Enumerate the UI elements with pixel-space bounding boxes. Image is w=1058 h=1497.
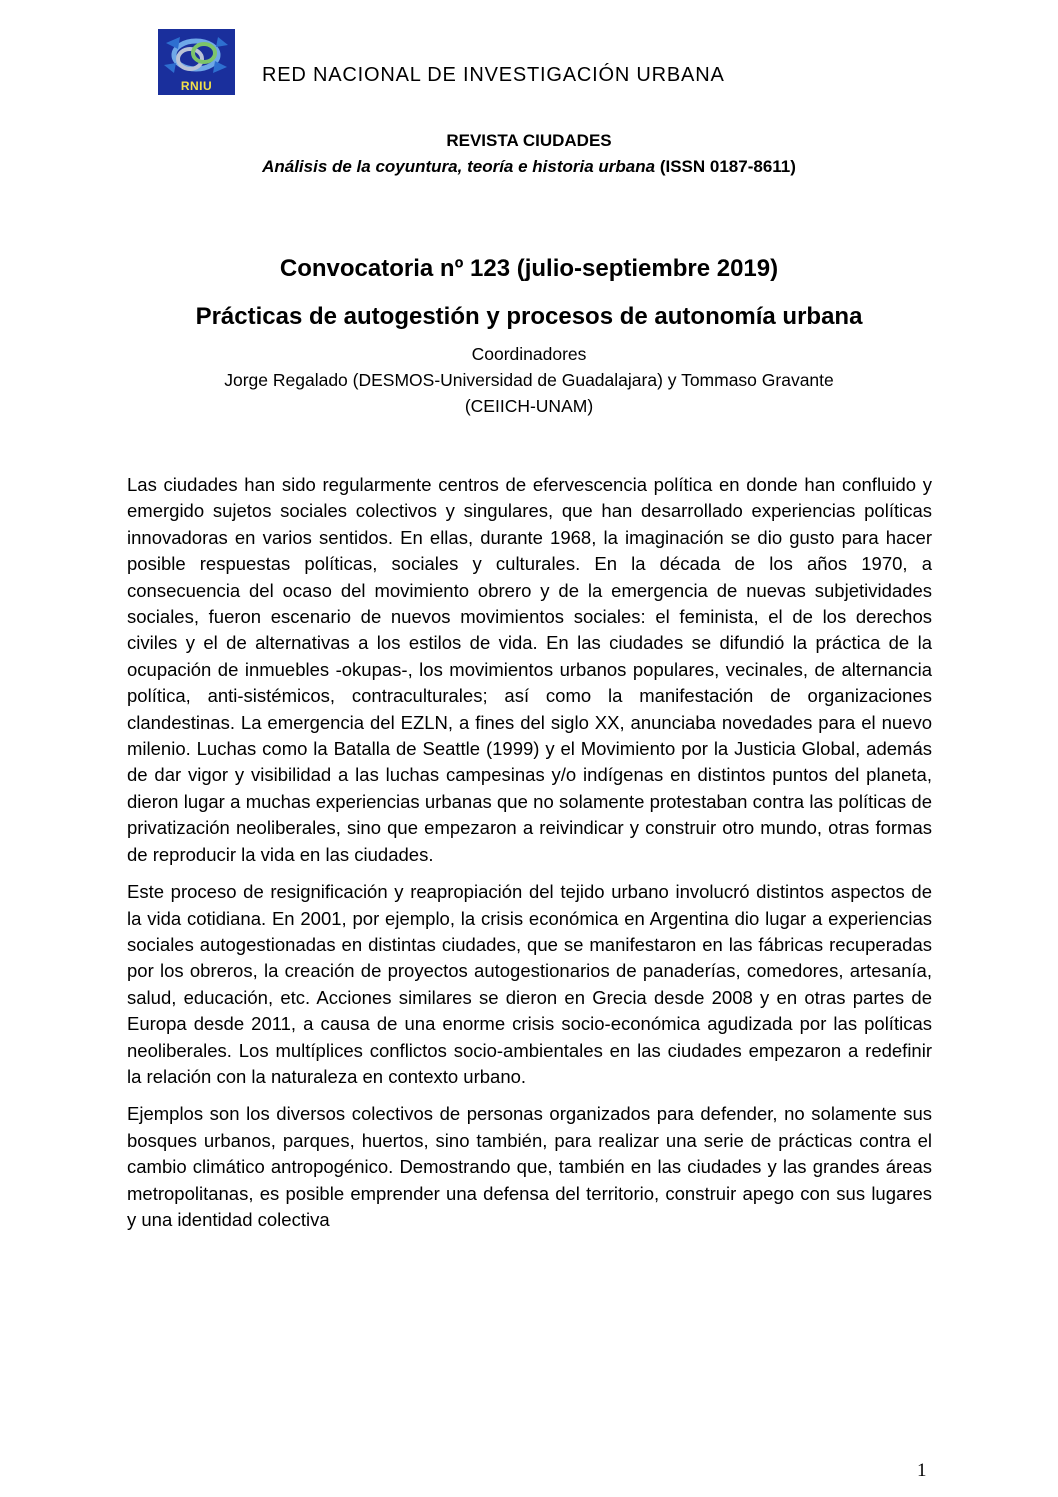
body-text [127, 472, 932, 1244]
body-paragraph: Ejemplos son los diversos colectivos de personas organizados para defender, no solamente sus bosques urbanos, parques, huertos, sino también, para realizar una serie de prácticas contra el cambio climático antropogénico. Demostrando que, también en las ciudades y las grandes áreas metropolitanas, es posible emprender una defensa del territorio, construir apego con sus lugares y una identidad colectiva [127, 1103, 932, 1230]
logo-text: RNIU [180, 79, 213, 93]
coordinators-names: Jorge Regalado (DESMOS-Universidad de Guadalajara) y Tommaso Gravante [224, 370, 834, 390]
organization-name: RED NACIONAL DE INVESTIGACIÓN URBANA [262, 64, 725, 86]
coordinators-label: Coordinadores [471, 344, 587, 364]
body-paragraph: Este proceso de resignificación y reapropiación del tejido urbano involucró distintos aspectos de la vida cotidiana. En 2001, por ejemplo, la crisis económica en Argentina dio lugar a experiencias sociales autogestionadas en distintas ciudades, que se manifestaron en las fábricas recuperadas por los obreros, la creación de proyectos autogestionarios de panaderías, comedores, artesanía, salud, educación, etc. Acciones similares se dieron en Grecia desde 2008 y en otras partes de Europa desde 2011, a causa de una enorme crisis socio-económica agudizada por las políticas neoliberales. Los multíplices conflictos socio-ambientales en las ciudades empezaron a redefinir la relación con la naturaleza en contexto urbano. [127, 881, 932, 1087]
call-header [0, 245, 1058, 341]
page-number: 1 [917, 1460, 927, 1481]
journal-issn: (ISSN 0187-8611) [659, 157, 796, 176]
call-theme: Prácticas de autogestión y procesos de autonomía urbana [195, 303, 863, 330]
rniu-logo [158, 29, 235, 95]
journal-subtitle: Análisis de la coyuntura, teoría e historia urbana [262, 157, 656, 176]
journal-name: REVISTA CIUDADES [446, 131, 612, 150]
coordinators-block [0, 341, 1058, 419]
body-paragraph: Las ciudades han sido regularmente centros de efervescencia política en donde han confluido y emergido sujetos sociales colectivos y singulares, que han desarrollado experiencias políticas innovadoras en varios sentidos. En ellas, durante 1968, la imaginación se dio gusto para hacer posible respuestas políticas, sociales y culturales. En la década de los años 1970, a consecuencia del ocaso del movimiento obrero y de la emergencia de nuevas subjetividades sociales, fueron escenario de nuevos movimientos sociales: el feminista, el de los derechos civiles y el de alternativas a los estilos de vida. En las ciudades se difundió la práctica de la ocupación de inmuebles -okupas-, los movimientos urbanos populares, vecinales, de alternancia política, anti-sistémicos, contraculturales; así como la manifestación de organizaciones clandestinas. La emergencia del EZLN, a fines del siglo XX, anunciaba novedades para el nuevo milenio. Luchas como la Batalla de Seattle (1999) y el Movimiento por la Justicia Global, además de dar vigor y visibilidad a las luchas campesinas y/o indígenas en distintos puntos del planeta, dieron lugar a muchas experiencias urbanas que no solamente protestaban contra las políticas de privatización neoliberales, sino que empezaron a reivindicar y construir otro mundo, otras formas de reproducir la vida en las ciudades. [127, 474, 932, 865]
call-title: Convocatoria nº 123 (julio-septiembre 2019) [279, 255, 779, 282]
journal-subtitle-line [0, 154, 1058, 180]
journal-header [0, 128, 1058, 180]
coordinators-affiliation: (CEIICH-UNAM) [464, 396, 594, 416]
